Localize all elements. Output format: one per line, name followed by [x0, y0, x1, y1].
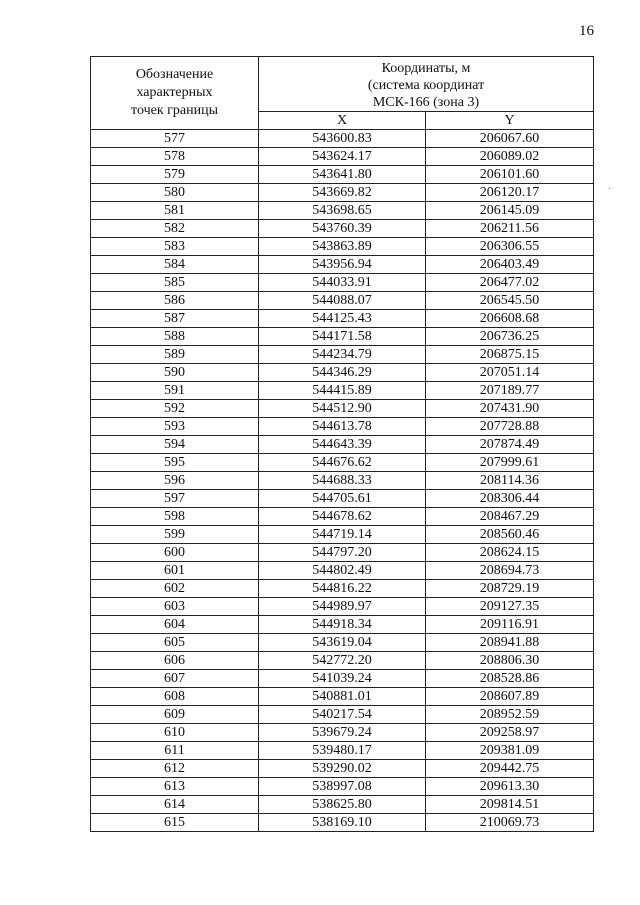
x-coordinate-cell: 538625.80: [259, 796, 426, 814]
table-row: [91, 202, 594, 220]
x-coordinate-cell: 539480.17: [259, 742, 426, 760]
y-coordinate-cell: 206477.02: [426, 274, 594, 292]
y-coordinate-cell: 208729.19: [426, 580, 594, 598]
table-row: [91, 472, 594, 490]
table-row: [91, 418, 594, 436]
x-coordinate-cell: 544918.34: [259, 616, 426, 634]
point-cell: 609: [91, 706, 259, 724]
x-coordinate-cell: 543760.39: [259, 220, 426, 238]
y-coordinate-cell: 206403.49: [426, 256, 594, 274]
point-cell: 587: [91, 310, 259, 328]
y-coordinate-cell: 208114.36: [426, 472, 594, 490]
point-cell: 577: [91, 130, 259, 148]
table-row: [91, 796, 594, 814]
y-coordinate-cell: 206211.56: [426, 220, 594, 238]
y-coordinate-cell: 206306.55: [426, 238, 594, 256]
table-row: [91, 724, 594, 742]
x-coordinate-cell: 544033.91: [259, 274, 426, 292]
table-row: [91, 598, 594, 616]
point-cell: 598: [91, 508, 259, 526]
x-coordinate-cell: 540217.54: [259, 706, 426, 724]
table-row: [91, 400, 594, 418]
table-row: [91, 184, 594, 202]
table-row: [91, 742, 594, 760]
x-coordinate-cell: 541039.24: [259, 670, 426, 688]
y-coordinate-cell: 207999.61: [426, 454, 594, 472]
x-coordinate-cell: 542772.20: [259, 652, 426, 670]
table-row: [91, 508, 594, 526]
y-coordinate-cell: 208941.88: [426, 634, 594, 652]
table-row: [91, 634, 594, 652]
point-cell: 591: [91, 382, 259, 400]
y-coordinate-cell: 209442.75: [426, 760, 594, 778]
table-row: [91, 760, 594, 778]
x-coordinate-cell: 543669.82: [259, 184, 426, 202]
table-header: [91, 57, 594, 130]
x-coordinate-cell: 543624.17: [259, 148, 426, 166]
x-coordinate-cell: 544802.49: [259, 562, 426, 580]
y-coordinate-cell: 208952.59: [426, 706, 594, 724]
table-row: [91, 292, 594, 310]
y-coordinate-cell: 208560.46: [426, 526, 594, 544]
table-row: [91, 220, 594, 238]
x-coordinate-cell: 543956.94: [259, 256, 426, 274]
point-cell: 613: [91, 778, 259, 796]
x-coordinate-cell: 544797.20: [259, 544, 426, 562]
x-coordinate-cell: 544234.79: [259, 346, 426, 364]
x-coordinate-cell: 544719.14: [259, 526, 426, 544]
y-coordinate-cell: 210069.73: [426, 814, 594, 832]
table-row: [91, 274, 594, 292]
y-coordinate-cell: 209116.91: [426, 616, 594, 634]
table-row: [91, 580, 594, 598]
table-row: [91, 706, 594, 724]
point-cell: 590: [91, 364, 259, 382]
coordinates-header: [259, 57, 594, 112]
table-row: [91, 238, 594, 256]
point-cell: 603: [91, 598, 259, 616]
table-row: [91, 166, 594, 184]
y-coordinate-cell: 209381.09: [426, 742, 594, 760]
y-coordinate-cell: 207051.14: [426, 364, 594, 382]
point-cell: 595: [91, 454, 259, 472]
x-coordinate-cell: 544346.29: [259, 364, 426, 382]
y-coordinate-cell: 206089.02: [426, 148, 594, 166]
x-coordinate-cell: 544989.97: [259, 598, 426, 616]
x-coordinate-cell: 538997.08: [259, 778, 426, 796]
x-coordinate-cell: 539290.02: [259, 760, 426, 778]
table-row: [91, 526, 594, 544]
y-coordinate-cell: 208806.30: [426, 652, 594, 670]
x-coordinate-cell: 544512.90: [259, 400, 426, 418]
table-row: [91, 562, 594, 580]
y-coordinate-cell: 206545.50: [426, 292, 594, 310]
y-coordinate-cell: 209258.97: [426, 724, 594, 742]
table-row: [91, 544, 594, 562]
point-cell: 592: [91, 400, 259, 418]
point-cell: 582: [91, 220, 259, 238]
y-coordinate-cell: 209127.35: [426, 598, 594, 616]
point-cell: 578: [91, 148, 259, 166]
point-cell: 614: [91, 796, 259, 814]
x-coordinate-cell: 543863.89: [259, 238, 426, 256]
point-cell: 605: [91, 634, 259, 652]
x-column-header: X: [259, 112, 426, 130]
point-cell: 580: [91, 184, 259, 202]
header-line: МСК-166 (зона 3): [372, 94, 480, 110]
table-row: [91, 652, 594, 670]
y-coordinate-cell: 209613.30: [426, 778, 594, 796]
point-cell: 602: [91, 580, 259, 598]
x-coordinate-cell: 544678.62: [259, 508, 426, 526]
x-coordinate-cell: 544415.89: [259, 382, 426, 400]
point-cell: 597: [91, 490, 259, 508]
header-line: Обозначение: [135, 67, 214, 82]
table-row: [91, 382, 594, 400]
x-coordinate-cell: 540881.01: [259, 688, 426, 706]
point-cell: 585: [91, 274, 259, 292]
y-coordinate-cell: 208467.29: [426, 508, 594, 526]
point-cell: 611: [91, 742, 259, 760]
table-row: [91, 778, 594, 796]
y-coordinate-cell: 208624.15: [426, 544, 594, 562]
y-coordinate-cell: 209814.51: [426, 796, 594, 814]
point-cell: 589: [91, 346, 259, 364]
header-line: (система координат: [367, 77, 485, 93]
y-coordinate-cell: 206120.17: [426, 184, 594, 202]
table-row: [91, 346, 594, 364]
x-coordinate-cell: 544676.62: [259, 454, 426, 472]
coordinates-table: [90, 56, 594, 832]
y-coordinate-cell: 206101.60: [426, 166, 594, 184]
x-coordinate-cell: 544688.33: [259, 472, 426, 490]
table-row: [91, 670, 594, 688]
y-coordinate-cell: 208607.89: [426, 688, 594, 706]
point-cell: 601: [91, 562, 259, 580]
table-row: [91, 616, 594, 634]
point-cell: 608: [91, 688, 259, 706]
point-cell: 610: [91, 724, 259, 742]
x-coordinate-cell: 544088.07: [259, 292, 426, 310]
y-column-header: Y: [426, 112, 594, 130]
x-coordinate-cell: 538169.10: [259, 814, 426, 832]
point-cell: 588: [91, 328, 259, 346]
x-coordinate-cell: 544125.43: [259, 310, 426, 328]
x-coordinate-cell: 544171.58: [259, 328, 426, 346]
point-designation-header: [91, 57, 259, 130]
point-cell: 606: [91, 652, 259, 670]
point-cell: 604: [91, 616, 259, 634]
y-coordinate-cell: 208694.73: [426, 562, 594, 580]
x-coordinate-cell: 543698.65: [259, 202, 426, 220]
point-cell: 607: [91, 670, 259, 688]
point-cell: 593: [91, 418, 259, 436]
header-line: характерных: [136, 85, 213, 100]
point-cell: 594: [91, 436, 259, 454]
x-coordinate-cell: 544643.39: [259, 436, 426, 454]
table-row: [91, 688, 594, 706]
point-cell: 584: [91, 256, 259, 274]
point-cell: 583: [91, 238, 259, 256]
table-row: [91, 256, 594, 274]
point-cell: 596: [91, 472, 259, 490]
table-row: [91, 328, 594, 346]
point-cell: 612: [91, 760, 259, 778]
table-row: [91, 364, 594, 382]
y-coordinate-cell: 207874.49: [426, 436, 594, 454]
table-row: [91, 310, 594, 328]
y-coordinate-cell: 206145.09: [426, 202, 594, 220]
x-coordinate-cell: 544613.78: [259, 418, 426, 436]
x-coordinate-cell: 543641.80: [259, 166, 426, 184]
table-row: [91, 148, 594, 166]
table-row: [91, 454, 594, 472]
y-coordinate-cell: 206736.25: [426, 328, 594, 346]
y-coordinate-cell: 207189.77: [426, 382, 594, 400]
header-line: точек границы: [131, 103, 218, 118]
y-coordinate-cell: 206067.60: [426, 130, 594, 148]
y-coordinate-cell: 208306.44: [426, 490, 594, 508]
x-coordinate-cell: 544705.61: [259, 490, 426, 508]
y-coordinate-cell: 207728.88: [426, 418, 594, 436]
point-cell: 599: [91, 526, 259, 544]
y-coordinate-cell: 207431.90: [426, 400, 594, 418]
x-coordinate-cell: 543600.83: [259, 130, 426, 148]
y-coordinate-cell: 208528.86: [426, 670, 594, 688]
scan-speck: [609, 188, 610, 189]
table-row: [91, 814, 594, 832]
x-coordinate-cell: 543619.04: [259, 634, 426, 652]
y-coordinate-cell: 206608.68: [426, 310, 594, 328]
point-cell: 581: [91, 202, 259, 220]
header-line: Координаты, м: [381, 60, 471, 76]
point-cell: 600: [91, 544, 259, 562]
point-cell: 586: [91, 292, 259, 310]
page-number: 16: [579, 23, 594, 39]
table-row: [91, 130, 594, 148]
point-cell: 579: [91, 166, 259, 184]
x-coordinate-cell: 544816.22: [259, 580, 426, 598]
y-coordinate-cell: 206875.15: [426, 346, 594, 364]
x-coordinate-cell: 539679.24: [259, 724, 426, 742]
point-cell: 615: [91, 814, 259, 832]
table-row: [91, 436, 594, 454]
table-row: [91, 490, 594, 508]
table-body: [91, 130, 594, 832]
